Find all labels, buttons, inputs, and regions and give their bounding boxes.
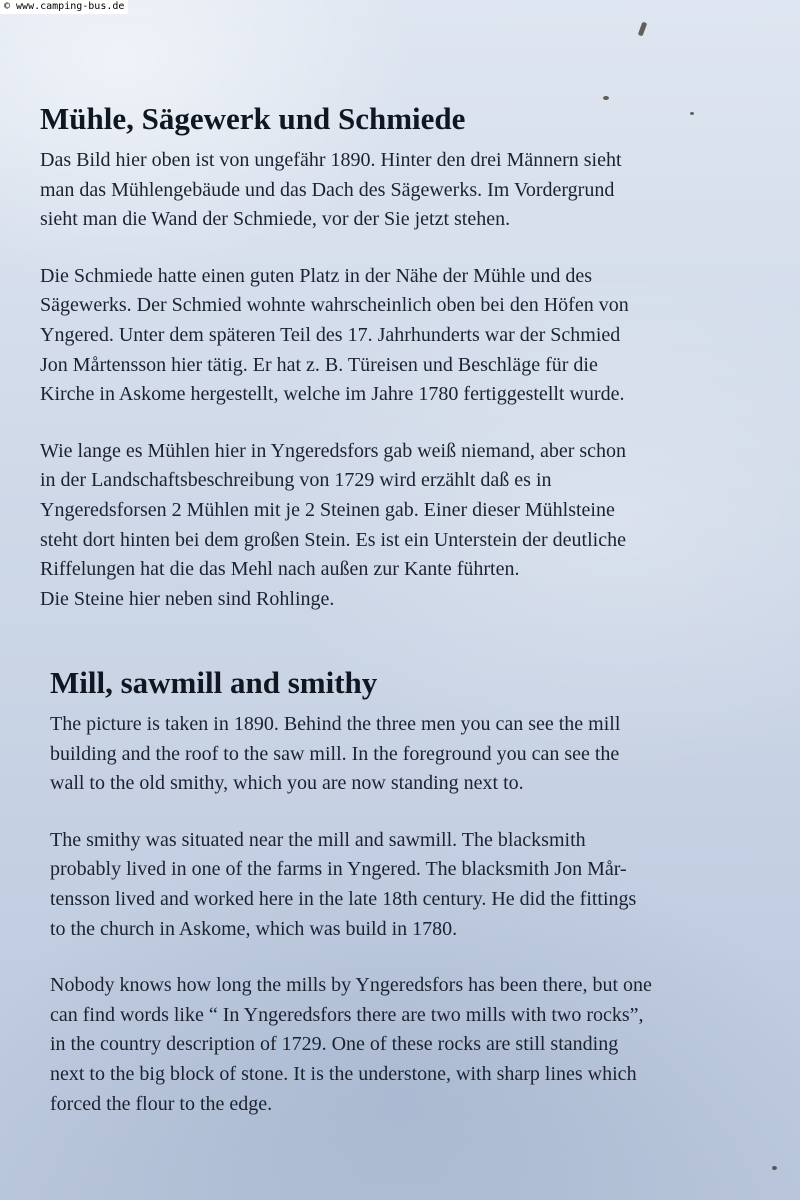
text-line: Das Bild hier oben ist von ungefähr 1890. Hinter den drei Männern sieht (40, 149, 622, 171)
text-line: Sägewerks. Der Schmied wohnte wahrscheinlich oben bei den Höfen von (40, 294, 629, 317)
english-paragraph (50, 971, 790, 1119)
english-section (50, 664, 790, 1146)
text-line: Kirche in Askome hergestellt, welche im Jahre 1780 fertiggestellt wurde. (40, 383, 625, 406)
dirt-speck (772, 1166, 777, 1170)
text-line: Yngeredsforsen 2 Mühlen mit je 2 Steinen gab. Einer dieser Mühlsteine (40, 498, 615, 521)
text-line: next to the big block of stone. It is the understone, with sharp lines which (50, 1062, 637, 1085)
text-line: probably lived in one of the farms in Yngered. The blacksmith Jon Mår- (50, 858, 627, 881)
text-line: man das Mühlengebäude und das Dach des Sägewerks. Im Vordergrund (40, 178, 615, 201)
german-paragraph (40, 262, 780, 410)
english-paragraph (50, 826, 790, 944)
german-heading: Mühle, Sägewerk und Schmiede (40, 101, 466, 136)
german-section (40, 100, 780, 641)
text-line: forced the flour to the edge. (50, 1092, 273, 1115)
text-line: Wie lange es Mühlen hier in Yngeredsfors gab weiß niemand, aber schon (40, 439, 627, 462)
text-line: building and the roof to the saw mill. In the foreground you can see the (50, 742, 620, 765)
text-line: The picture is taken in 1890. Behind the three men you can see the mill (50, 713, 621, 735)
german-paragraph (40, 437, 780, 615)
text-line: tensson lived and worked here in the late 18th century. He did the fittings (50, 887, 637, 910)
text-line: steht dort hinten bei dem großen Stein. Es ist ein Unterstein der deutliche (40, 528, 626, 551)
english-paragraph (50, 710, 790, 799)
text-line: Die Steine hier neben sind Rohlinge. (40, 587, 335, 610)
text-line: Riffelungen hat die das Mehl nach außen zur Kante führten. (40, 558, 520, 581)
watermark: © www.camping-bus.de (0, 0, 128, 14)
text-line: Nobody knows how long the mills by Yngeredsfors has been there, but one (50, 974, 652, 997)
text-line: in the country description of 1729. One of these rocks are still standing (50, 1033, 619, 1056)
text-line: Jon Mårtensson hier tätig. Er hat z. B. Türeisen und Beschläge für die (40, 353, 598, 376)
text-line: in der Landschaftsbeschreibung von 1729 wird erzählt daß es in (40, 469, 552, 492)
text-line: The smithy was situated near the mill and sawmill. The blacksmith (50, 828, 586, 851)
dirt-speck (638, 22, 647, 37)
text-line: to the church in Askome, which was build in 1780. (50, 917, 458, 940)
text-line: wall to the old smithy, which you are now standing next to. (50, 772, 524, 795)
text-line: can find words like “ In Yngeredsfors there are two mills with two rocks”, (50, 1003, 644, 1026)
german-paragraph (40, 146, 780, 235)
text-line: Yngered. Unter dem späteren Teil des 17. Jahrhunderts war der Schmied (40, 323, 621, 346)
text-line: sieht man die Wand der Schmiede, vor der Sie jetzt stehen. (40, 208, 511, 231)
text-line: Die Schmiede hatte einen guten Platz in der Nähe der Mühle und des (40, 264, 593, 287)
english-heading: Mill, sawmill and smithy (50, 665, 378, 700)
